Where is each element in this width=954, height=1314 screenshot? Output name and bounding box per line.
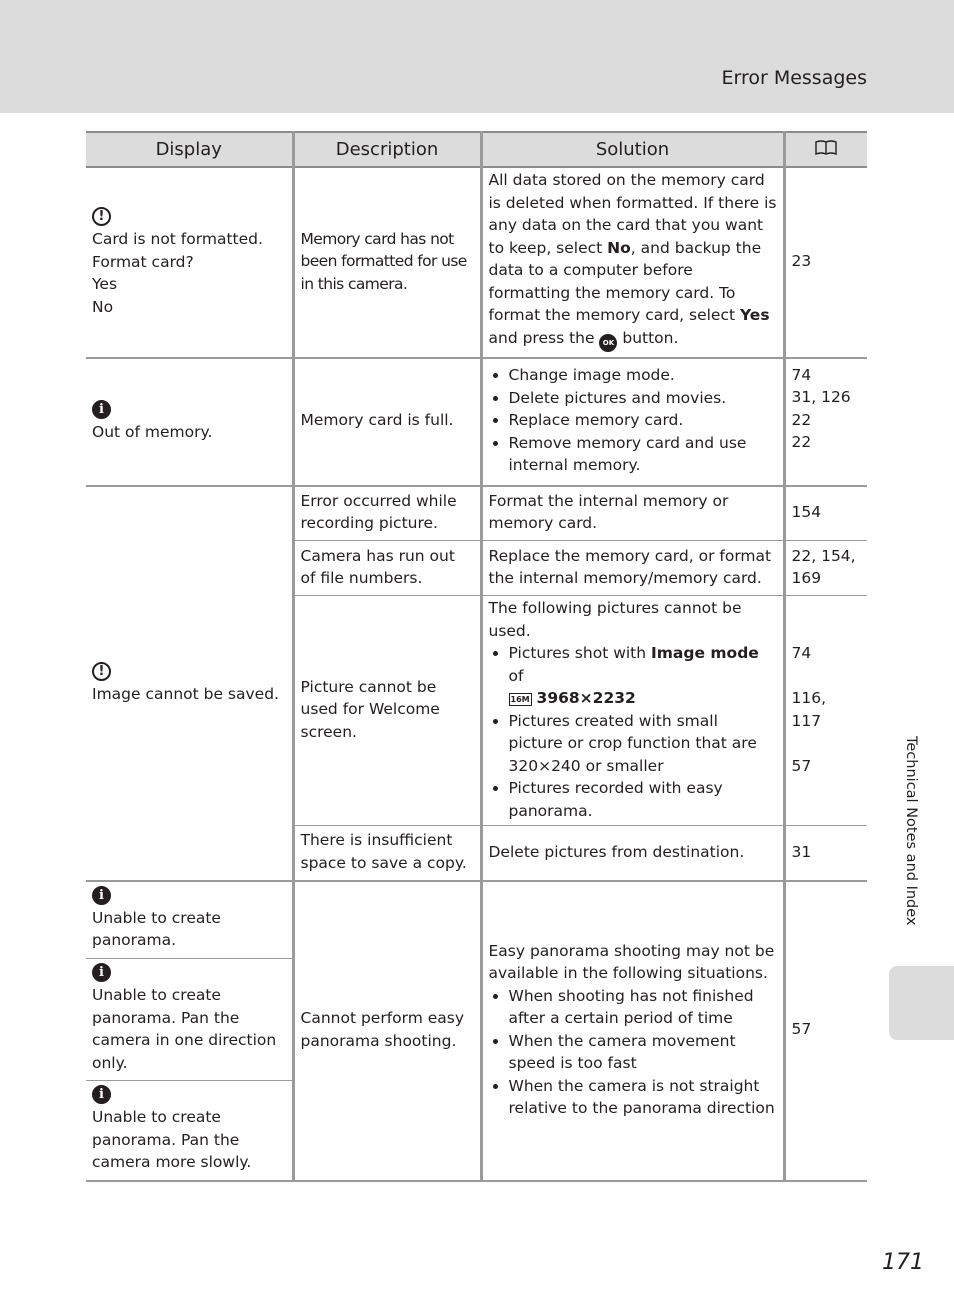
- display-text-line: Format card?: [92, 252, 194, 271]
- solution-bullet-list: [489, 642, 777, 822]
- reference-line: 116,: [791, 689, 827, 707]
- description-cell: [293, 167, 481, 358]
- reference-cell: [784, 541, 867, 596]
- description-cell: Picture cannot be used for Welcome screen.: [293, 596, 481, 826]
- warning-icon: !: [92, 662, 111, 681]
- reference-line: 31, 126: [791, 388, 851, 406]
- reference-cell: [784, 596, 867, 826]
- image-mode-label: Image mode: [651, 644, 759, 662]
- description-cell: Cannot perform easy panorama shooting.: [293, 881, 481, 1181]
- list-item: • Replace memory card.: [509, 409, 777, 432]
- header-band: [0, 0, 954, 113]
- solution-text: button.: [617, 328, 679, 347]
- list-item: • When the camera movement speed is too fast: [509, 1030, 777, 1075]
- solution-cell: [481, 167, 784, 358]
- list-item: • When shooting has not finished after a certain period of time: [509, 985, 777, 1030]
- table-row: [86, 486, 867, 541]
- display-cell: [86, 167, 293, 358]
- description-cell: There is insufficient space to save a copy.: [293, 826, 481, 881]
- reference-line: 22, 154,: [791, 546, 856, 565]
- table-header-row: [86, 132, 867, 167]
- list-item: • Pictures recorded with easy panorama.: [509, 777, 777, 822]
- display-cell: [86, 358, 293, 486]
- display-cell: [86, 1081, 293, 1181]
- side-section-label: Technical Notes and Index: [903, 736, 919, 926]
- table-row: [86, 358, 867, 486]
- image-mode-icon: 16M: [510, 695, 530, 704]
- display-text-line: Yes: [92, 275, 118, 294]
- reference-cell: 154: [784, 486, 867, 541]
- solution-cell: Format the internal memory or memory card.: [481, 486, 784, 541]
- column-header-solution: Solution: [481, 132, 784, 167]
- solution-cell: [481, 596, 784, 826]
- list-item: • Delete pictures and movies.: [509, 387, 777, 410]
- reference-line: 22: [791, 410, 812, 429]
- reference-line: 117: [791, 711, 822, 730]
- solution-cell: [481, 881, 784, 1181]
- info-icon: i: [92, 1085, 111, 1104]
- solution-intro: The following pictures cannot be used.: [488, 599, 742, 640]
- book-icon: [815, 140, 837, 155]
- list-item: • When the camera is not straight relative to the panorama direction: [509, 1075, 777, 1120]
- solution-cell: [481, 358, 784, 486]
- option-no: No: [607, 238, 631, 257]
- side-section-tab: [889, 966, 954, 1040]
- display-cell: [86, 959, 293, 1081]
- solution-text: and press the: [488, 328, 600, 347]
- description-cell: Error occurred while recording picture.: [293, 486, 481, 541]
- reference-cell: 31: [784, 826, 867, 881]
- description-cell: Camera has run out of file numbers.: [293, 541, 481, 596]
- error-messages-table: [86, 131, 867, 1182]
- reference-cell: [784, 358, 867, 486]
- page-number: 171: [882, 1250, 924, 1275]
- info-icon: i: [92, 400, 111, 419]
- reference-line: 22: [791, 433, 812, 451]
- solution-text: , and backup the data to a computer before formatting the memory card. To format the memory card, select: [488, 238, 762, 324]
- option-yes: Yes: [740, 306, 770, 324]
- reference-cell: 57: [784, 881, 867, 1181]
- display-text-line: No: [92, 297, 114, 316]
- reference-line: 74: [791, 644, 812, 662]
- display-cell: [86, 881, 293, 959]
- list-item: • Pictures created with small picture or crop function that are 320×240 or smaller: [509, 710, 777, 778]
- column-header-reference: [784, 132, 867, 167]
- display-text: Unable to create panorama. Pan the camera more slowly.: [92, 1108, 252, 1171]
- solution-intro: Easy panorama shooting may not be available in the following situations.: [488, 941, 775, 982]
- list-item: • Remove memory card and use internal memory.: [509, 432, 777, 477]
- error-messages-table-wrapper: [86, 131, 867, 1182]
- display-text: Image cannot be saved.: [92, 684, 279, 703]
- list-item: • Change image mode.: [509, 364, 777, 387]
- reference-line: 169: [791, 569, 822, 587]
- solution-cell: Delete pictures from destination.: [481, 826, 784, 881]
- display-cell: [86, 486, 293, 881]
- display-text-line: Card is not formatted.: [92, 230, 263, 249]
- display-text: Unable to create panorama. Pan the camera in one direction only.: [92, 986, 277, 1072]
- description-text: Memory card has not been formatted for use in this camera.: [300, 229, 467, 293]
- warning-icon: !: [92, 207, 111, 226]
- info-icon: i: [92, 886, 111, 905]
- solution-text: All data stored on the memory card is deleted when formatted. If there is any data on the card that you want to keep, select: [488, 171, 777, 257]
- info-icon: i: [92, 963, 111, 982]
- ok-button-icon: OK: [599, 334, 617, 352]
- display-text: Unable to create panorama.: [92, 908, 221, 949]
- column-header-display: Display: [86, 132, 293, 167]
- column-header-description: Description: [293, 132, 481, 167]
- list-item: • Pictures shot with Image mode of 16M 3968×2232: [509, 642, 777, 710]
- image-size-value: 3968×2232: [536, 689, 636, 707]
- table-row: [86, 167, 867, 358]
- description-cell: Memory card is full.: [293, 358, 481, 486]
- reference-line: 74: [791, 365, 812, 384]
- display-text: Out of memory.: [92, 423, 213, 442]
- solution-bullet-list: [489, 985, 777, 1120]
- table-row: [86, 881, 867, 959]
- solution-cell: Replace the memory card, or format the internal memory/memory card.: [481, 541, 784, 596]
- reference-line: 57: [791, 756, 812, 775]
- reference-cell: 23: [784, 167, 867, 358]
- page-header-title: Error Messages: [721, 67, 867, 89]
- solution-bullet-list: [489, 364, 777, 477]
